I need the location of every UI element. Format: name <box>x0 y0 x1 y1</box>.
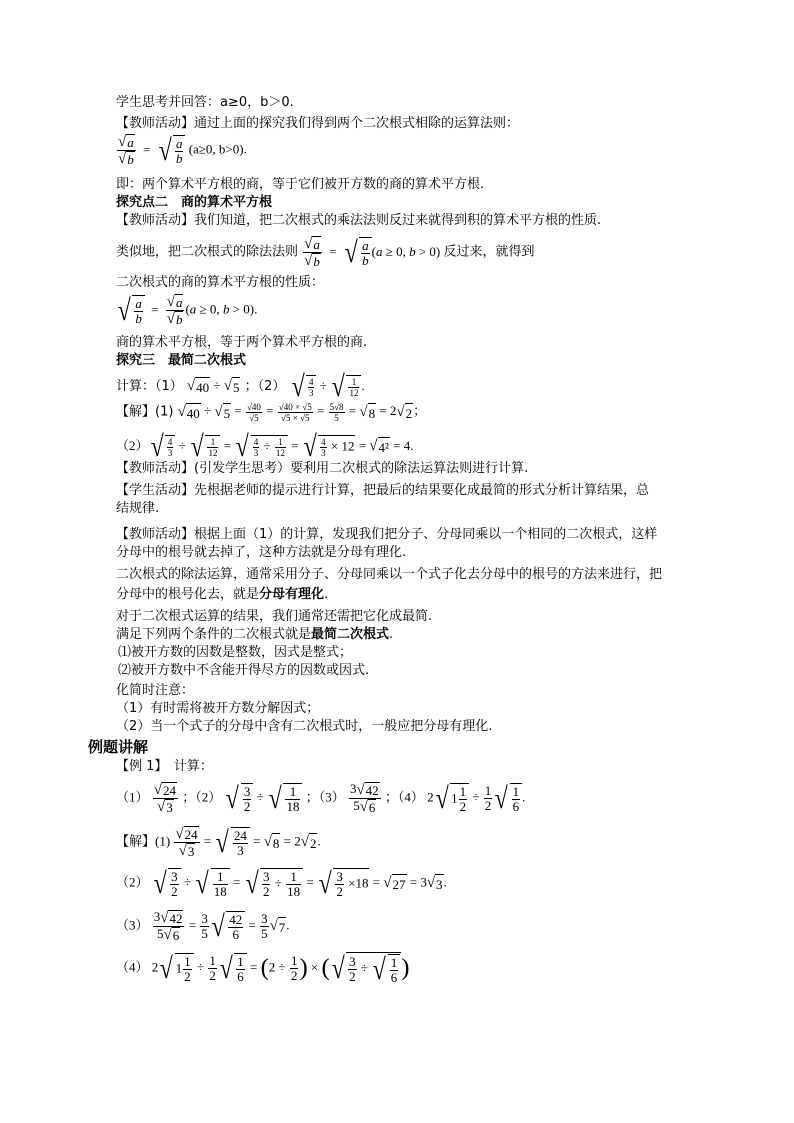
text-line: 【学生活动】先根据老师的提示进行计算，把最后的结果要化成最简的形式分析计算结果，总 <box>116 483 650 498</box>
solution-step: （3） $\frac{3√42}{5√6}$ = $\frac{3}{5}$ √ $\frac{42}{6}$ = $\frac{3}{5}$ √7. <box>116 909 290 944</box>
bold-term: 分母有理化 <box>259 587 325 602</box>
text-line: 二次根式的商的算术平方根的性质： <box>116 275 325 290</box>
solution-step: （2） √ $\frac{3}{2}$ ÷ √ $\frac{1}{18}$ = √ $\frac{3}{2}$ ÷ $\frac{1}{18}$ = √ $\frac{3}{2}$ ×18 = √27 = 3√3. <box>116 866 447 900</box>
formula-quotient-rule: $\frac{√a}{√b}$ = √ $\frac{a}{b}$ (a≥0, b>0). <box>118 133 247 168</box>
text-line: 【教师活动】(引发学生思考）要利用二次根式的除法运算法则进行计算. <box>116 461 529 476</box>
text-segment: ；（4） <box>384 789 424 805</box>
text-line: 二次根式的除法运算，通常采用分子、分母同乘以一个式子化去分母中的根号的方法来进行，把 <box>116 567 663 582</box>
text-line: 商的算术平方根，等于两个算术平方根的商. <box>116 335 368 350</box>
text-segment: （2） <box>116 874 149 890</box>
text-line: 【教师活动】通过上面的探究我们得到两个二次根式相除的运算法则： <box>116 116 520 131</box>
text-segment: 【解】(1) <box>116 833 171 849</box>
text-line: 【教师活动】我们知道，把二次根式的乘法法则反过来就得到积的算术平方根的性质. <box>116 213 602 228</box>
text-line: （1）有时需将被开方数分解因式； <box>116 701 320 716</box>
text-line: 【教师活动】根据上面（1）的计算，发现我们把分子、分母同乘以一个相同的二次根式，这样 <box>116 527 658 542</box>
text-segment: ；（2） <box>182 789 222 805</box>
text-line: 类似地，把二次根式的除法法则 $\frac{√a}{√b}$ = √ $\frac{a}{b}$ (a ≥ 0, b > 0) 反过来，就得到 <box>116 235 535 270</box>
solution-step: 【解】(1) $\frac{√24}{√3}$ = √ $\frac{24}{3}$ = √8 = 2√2. <box>116 825 321 860</box>
text-line: 计算：（1） √40 ÷ √5 ；（2） √ $\frac{4}{3}$ ÷ √ $\frac{1}{12}$ . <box>116 370 365 403</box>
text-segment: ；（3） <box>305 789 345 805</box>
text-line: 对于二次根式运算的结果，我们通常还需把它化成最简. <box>116 609 433 624</box>
text-line: （2）√ $\frac{4}{3}$ ÷ √ $\frac{1}{12}$ = √ $\frac{4}{3}$ ÷ $\frac{1}{12}$ = √ $\frac{4}{3}$ × 12 = √4² = 4. <box>116 430 414 463</box>
text-line: ⑴被开方数的因数是整数，因式是整式； <box>118 645 353 660</box>
text-segment: . <box>389 627 394 642</box>
section-heading: 例题讲解 <box>88 738 149 756</box>
text-line: （2）当一个式子的分母中含有二次根式时，一般应把分母有理化. <box>116 719 493 734</box>
text-line <box>116 626 393 644</box>
text-segment: （3） <box>116 917 149 933</box>
text-segment: 类似地，把二次根式的除法法则 <box>116 244 299 260</box>
bold-term: 最简二次根式 <box>311 627 390 642</box>
text-line: 【例 1】 计算： <box>116 759 213 774</box>
text-segment: 分母中的根号化去，就是 <box>116 587 260 602</box>
text-line <box>116 586 328 604</box>
text-segment: 计算：（1） <box>116 378 183 394</box>
text-segment: （1） <box>116 789 149 805</box>
section-heading: 探究三 最简二次根式 <box>116 353 247 368</box>
text-segment: （4） <box>116 959 149 975</box>
text-line: 学生思考并回答：a≥0，b＞0. <box>116 95 294 110</box>
section-heading: 探究点二 商的算术平方根 <box>116 195 273 210</box>
text-line: 化简时注意： <box>116 683 195 698</box>
text-segment: 满足下列两个条件的二次根式就是 <box>116 627 312 642</box>
text-segment: 反过来，就得到 <box>443 244 535 260</box>
text-segment: ；（2） <box>244 378 286 394</box>
text-segment: 【解】(1) <box>116 404 174 420</box>
text-line: 即：两个算术平方根的商，等于它们被开方数的商的算术平方根. <box>116 177 485 192</box>
formula-quotient-sqrt: √ $\frac{a}{b}$ = $\frac{√a}{√b}$ (a ≥ 0, b > 0). <box>117 293 258 328</box>
condition-text: (a≥0, b>0). <box>188 141 247 157</box>
text-line: 结规律. <box>116 501 160 516</box>
text-segment: . <box>324 587 329 602</box>
solution-step: （4） 2√ 1 $\frac{1}{2}$ ÷ $\frac{1}{2}$ √ $\frac{1}{6}$ = (2 ÷ $\frac{1}{2}$ ) × (√ $\frac{3}{2}$ ÷ √ $\frac{1}{6}$ ) <box>116 951 410 986</box>
text-line: 分母中的根号就去掉了，这种方法就是分母有理化. <box>116 545 407 560</box>
example-expressions: （1） $\frac{√24}{√3}$ ；（2） √ $\frac{3}{2}$ ÷ √ $\frac{1}{18}$ ；（3） $\frac{3√42}{5√6}$ ；（4） 2√ 1 $\frac{1}{2}$ ÷ $\frac{1}{2}$ √ $\frac{1}{6}$ . <box>116 781 526 816</box>
text-line: 【解】(1) √40 ÷ √5 = $\frac{√40}{√5}$ = $\frac{√40 \times √5}{√5 \times √5}$ = $\frac{5√8}{5}$ = √8 = 2√2； <box>116 402 427 423</box>
text-line: ⑵被开方数中不含能开得尽方的因数或因式. <box>118 663 370 678</box>
